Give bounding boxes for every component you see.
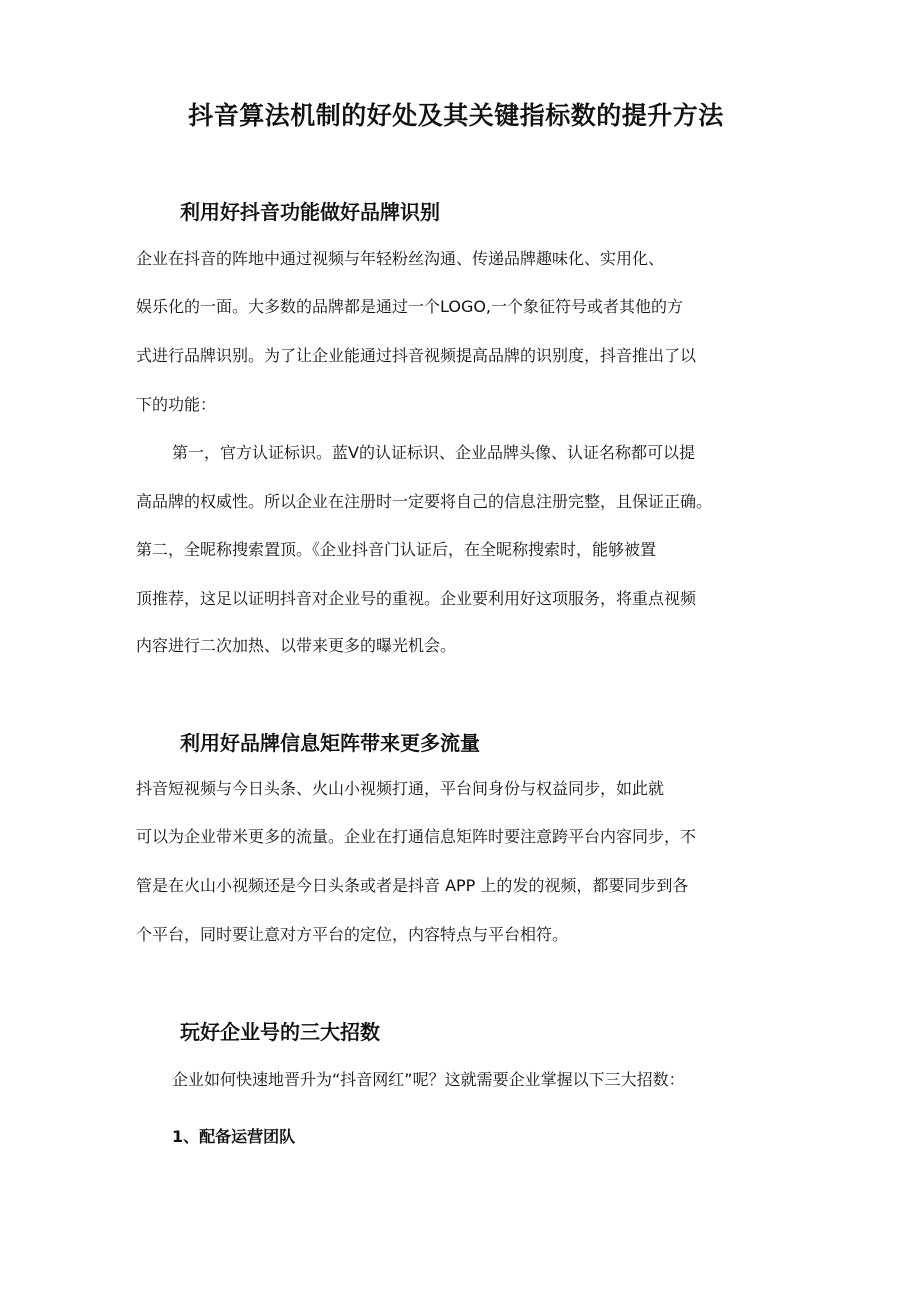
section-heading-brand-identity: 利用好抖音功能做好品牌识别 [180,200,440,224]
paragraph-line: 可以为企业带米更多的流量。企业在打通信息矩阵时要注意跨平台内容同步，不 [136,827,697,846]
paragraph-line: 抖音短视频与今日头条、火山小视频打通，平台间身份与权益同步，如此就 [136,779,665,798]
section-heading-three-tricks: 玩好企业号的三大招数 [180,1020,380,1044]
paragraph-line: 内容进行二次加热、以带来更多的曝光机会。 [136,636,457,655]
paragraph-line: 式进行品牌识别。为了让企业能通过抖音视频提高品牌的识别度，抖音推出了以 [136,346,697,365]
paragraph-line: 企业在抖音的阵地中通过视频与年轻粉丝沟通、传递品牌趣味化、实用化、 [136,249,665,268]
page-title: 抖音算法机制的好处及其关键指标数的提升方法 [188,101,724,130]
paragraph-line: 第二，全昵称搜索置顶。《企业抖音门认证后，在全昵称搜索时，能够被置 [136,540,657,559]
paragraph-line: 管是在火山小视频还是今日头条或者是抖音 APP 上的发的视频，都要同步到各 [136,876,689,895]
section-heading-info-matrix: 利用好品牌信息矩阵带来更多流量 [180,731,480,755]
paragraph-line: 第一，官方认证标识。蓝V的认证标识、企业品牌头像、认证名称都可以提 [172,443,695,462]
subheading-ops-team: 1、配备运营团队 [172,1127,296,1146]
paragraph-line: 顶推荐，这足以证明抖音对企业号的重视。企业要利用好这项服务，将重点视频 [136,589,697,608]
paragraph-line: 高品牌的权威性。所以企业在注册时一定要将自己的信息注册完整，且保证正确。 [136,492,713,511]
paragraph-line: 娱乐化的一面。大多数的品牌都是通过一个LOGO,一个象征符号或者其他的方 [136,297,684,316]
paragraph-line: 企业如何快速地晋升为“抖音网红”呢？这就需要企业掌握以下三大招数： [172,1070,685,1089]
paragraph-line: 下的功能： [136,395,217,414]
paragraph-line: 个平台，同时要让意对方平台的定位，内容特点与平台相符。 [136,925,569,944]
